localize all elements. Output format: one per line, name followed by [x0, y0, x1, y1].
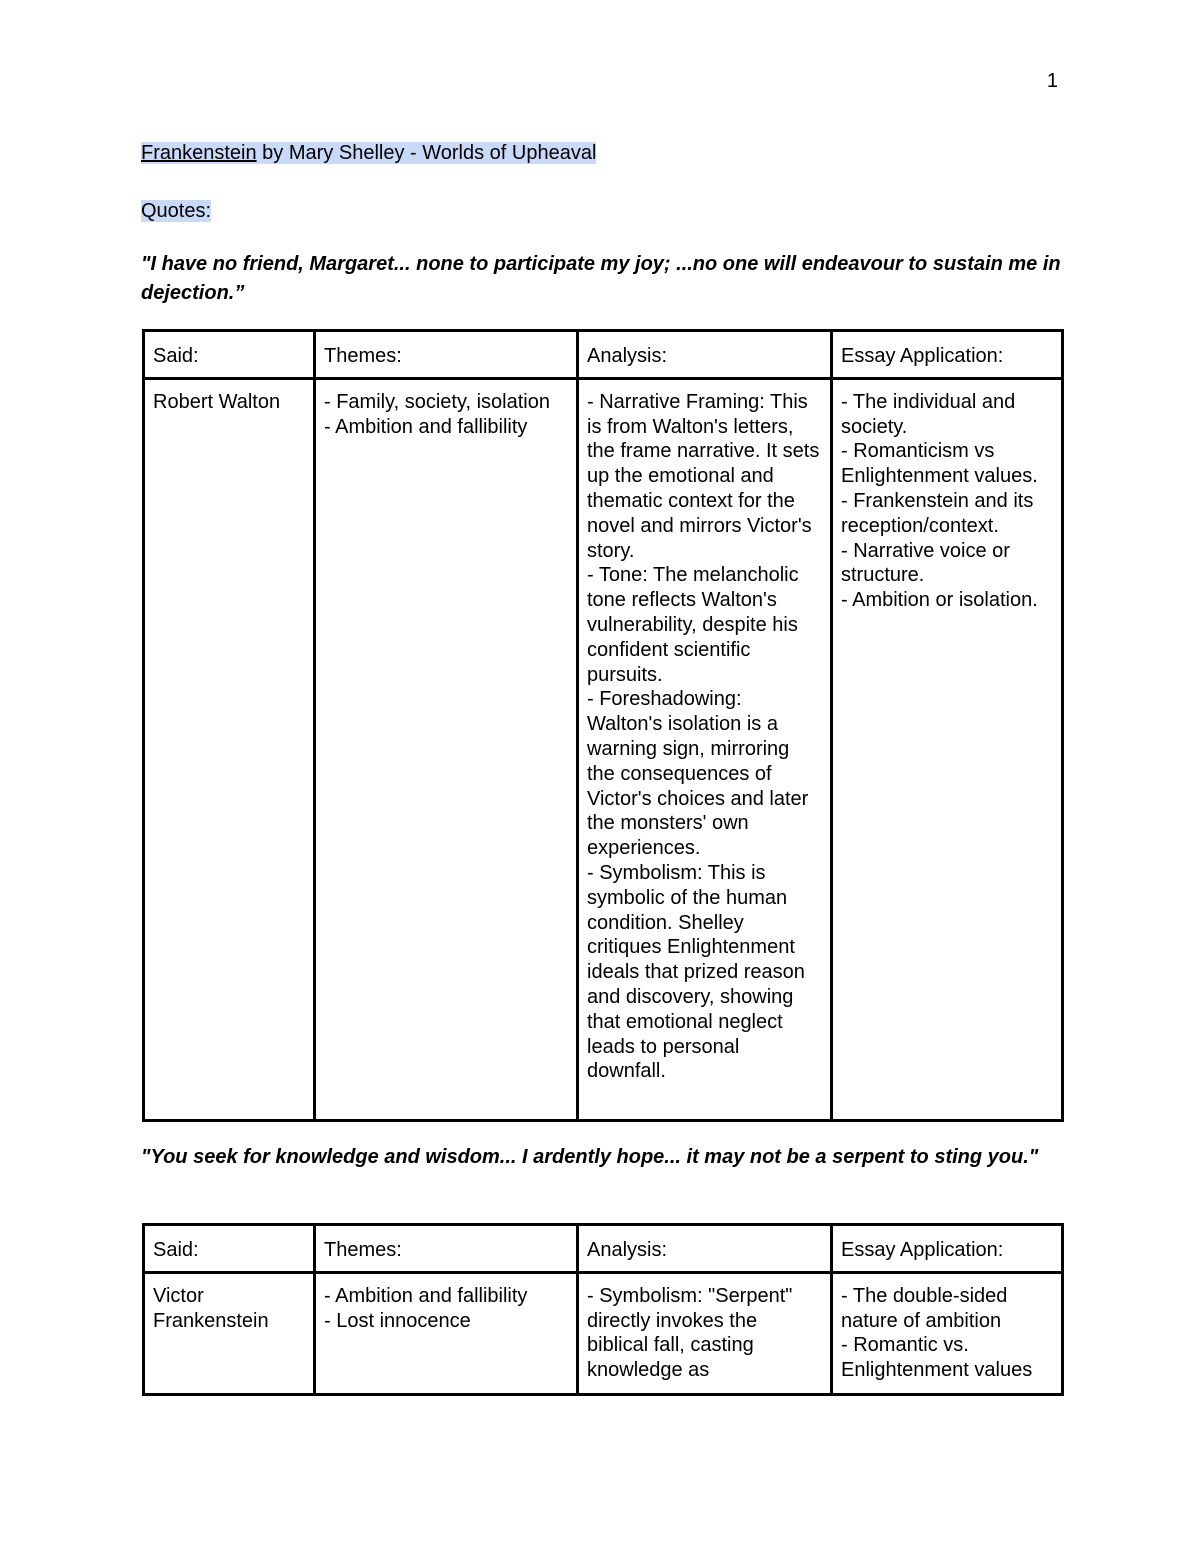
cell-said: Robert Walton: [144, 378, 315, 1120]
header-essay-application: Essay Application:: [832, 331, 1063, 379]
table-header-row: [144, 331, 1063, 379]
quote-1: "I have no friend, Margaret... none to participate my joy; ...no one will endeavour to sustain me in dejection.”: [141, 253, 1061, 304]
cell-essay-application: - The double-sided nature of ambition - Romantic vs. Enlightenment values: [832, 1272, 1063, 1394]
header-analysis: Analysis:: [578, 1225, 832, 1273]
cell-themes: - Ambition and fallibility - Lost innocence: [315, 1272, 578, 1394]
header-essay-application: Essay Application:: [832, 1225, 1063, 1273]
header-themes: Themes:: [315, 331, 578, 379]
header-analysis: Analysis:: [578, 331, 832, 379]
quote-analysis-table-2: [142, 1223, 1064, 1396]
cell-themes: - Family, society, isolation - Ambition and fallibility: [315, 378, 578, 1120]
cell-essay-application: - The individual and society. - Romanticism vs Enlightenment values. - Frankenstein and its reception/context. - Narrative voice or structure. - Ambition or isolation.: [832, 378, 1063, 1120]
header-said: Said:: [144, 1225, 315, 1273]
header-said: Said:: [144, 331, 315, 379]
header-themes: Themes:: [315, 1225, 578, 1273]
cell-said: Victor Frankenstein: [144, 1272, 315, 1394]
quotes-heading: Quotes:: [141, 200, 212, 222]
table-row: [144, 378, 1063, 1120]
table-row: [144, 1272, 1063, 1394]
cell-analysis: - Symbolism: "Serpent" directly invokes the biblical fall, casting knowledge as: [578, 1272, 832, 1394]
table-header-row: [144, 1225, 1063, 1273]
quote-analysis-table-1: [142, 329, 1064, 1122]
quote-2: "You seek for knowledge and wisdom... I ardently hope... it may not be a serpent to sting you.": [141, 1146, 1039, 1168]
title-subtitle: by Mary Shelley - Worlds of Upheaval: [256, 142, 597, 164]
document-title: [141, 140, 596, 166]
book-title-link[interactable]: Frankenstein: [141, 142, 257, 164]
page-number: 1: [1046, 70, 1058, 92]
cell-analysis: - Narrative Framing: This is from Walton's letters, the frame narrative. It sets up the emotional and thematic context for the novel and mirrors Victor's story. - Tone: The melancholic tone reflects Walton's vulnerability, despite his confident scientific pursuits. - Foreshadowing: Walton's isolation is a warning sign, mirroring the consequences of Victor's choices and later the monsters' own experiences. - Symbolism: This is symbolic of the human condition. Shelley critiques Enlightenment ideals that prized reason and discovery, showing that emotional neglect leads to personal downfall.: [578, 378, 832, 1120]
